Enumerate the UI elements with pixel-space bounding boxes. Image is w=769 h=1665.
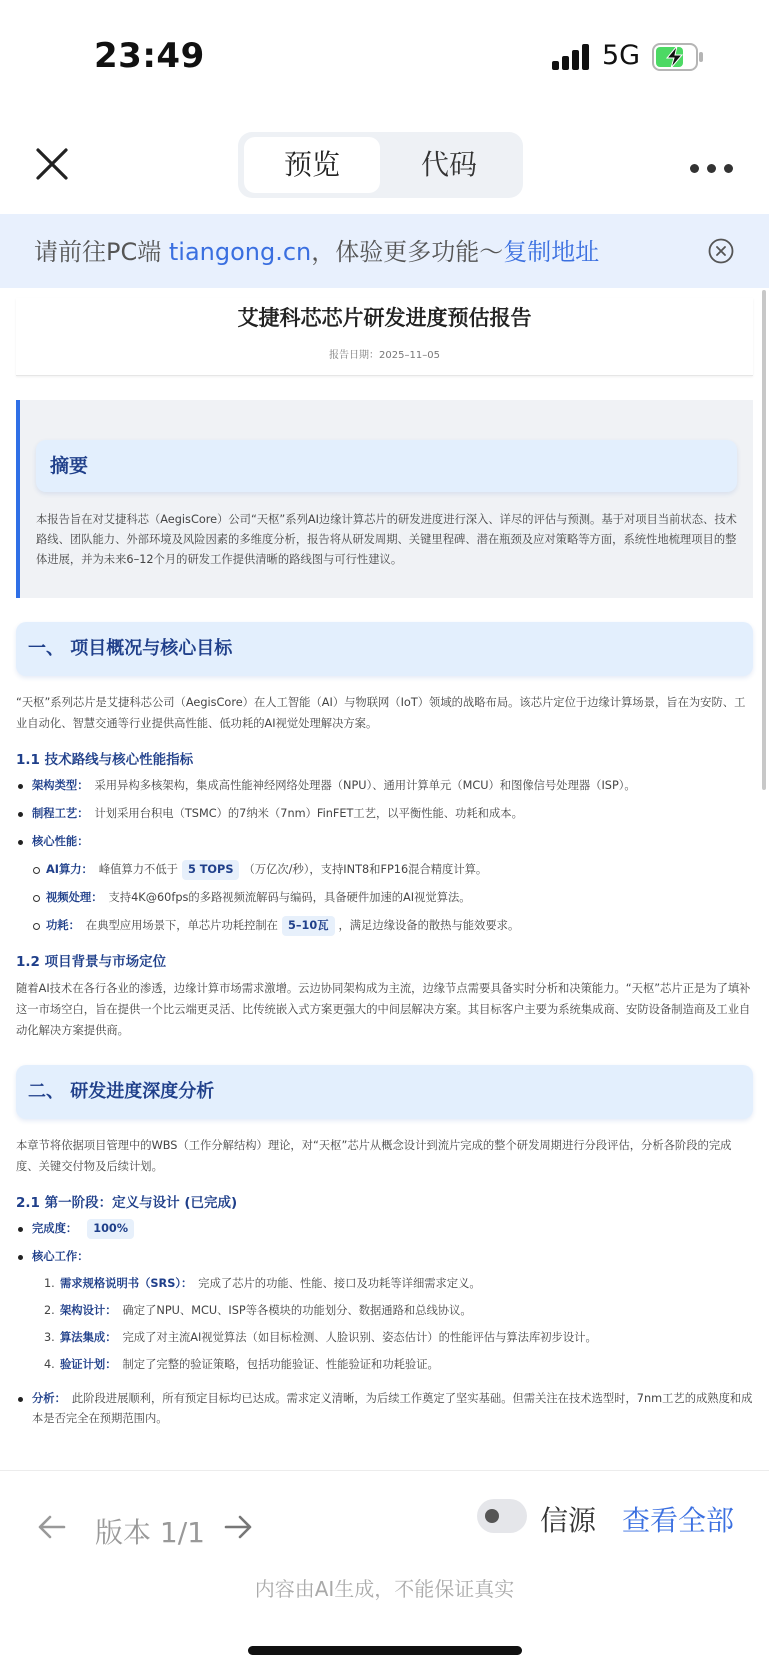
report-content[interactable] bbox=[0, 288, 769, 1470]
battery-charging-icon bbox=[652, 43, 704, 71]
list-item: 核心工作： 1. 需求规格说明书（SRS）： 完成了芯片的功能、性能、接口及功耗等详细需求定义。 2. 架构设计： 确定了NPU、MCU、ISP等各模块的功能划分、数据通路和总线协议。 3. 算法集成： 完成了对主流AI视觉算法（如目标检测、人脸识别、姿态估计）的性能评估与算法库初步设计。 4. 验证计划： 制定了完整的验证策略，包括功能验证、性能验证和功耗验证。 bbox=[16, 1247, 753, 1375]
banner-middle: ，体验更多功能～ bbox=[311, 238, 504, 266]
ai-disclaimer: 内容由AI生成，不能保证真实 bbox=[254, 1577, 515, 1601]
list-item: 分析： 此阶段进展顺利，所有预定目标均已达成。需求定义清晰，为后续工作奠定了坚实基础。但需关注在技术选型时，7nm工艺的成熟度和成本是否完全在预期范围内。 bbox=[16, 1389, 753, 1429]
close-circle-icon[interactable] bbox=[708, 238, 734, 264]
copy-link-button[interactable]: 复制地址 bbox=[503, 238, 600, 266]
list-item: 3. 算法集成： 完成了对主流AI视觉算法（如目标检测、人脸识别、姿态估计）的性能评估与算法库初步设计。 bbox=[44, 1331, 597, 1344]
subsection-1-2-heading: 1.2 项目背景与市场定位 bbox=[16, 954, 167, 970]
phase-list bbox=[16, 1219, 753, 1429]
list-item: AI算力： 峰值算力不低于 5 TOPS （万亿次/秒），支持INT8和FP16混合精度计算。 bbox=[32, 860, 753, 880]
status-bar bbox=[0, 0, 769, 112]
subsection-2-1-heading: 2.1 第一阶段：定义与设计 (已完成) bbox=[16, 1195, 238, 1211]
home-indicator[interactable] bbox=[248, 1646, 522, 1655]
list-item: 架构类型： 采用异构多核架构，集成高性能神经网络处理器（NPU）、通用计算单元（MCU）和图像信号处理器（ISP）。 bbox=[16, 776, 753, 796]
banner-domain: tiangong.cn bbox=[168, 238, 312, 266]
report-paper bbox=[16, 298, 753, 1429]
list-item: 4. 验证计划： 制定了完整的验证策略，包括功能验证、性能验证和功耗验证。 bbox=[44, 1358, 439, 1371]
list-item: 核心性能： AI算力： 峰值算力不低于 5 TOPS （万亿次/秒），支持INT8和FP16混合精度计算。 视频处理： 支持4K@60fps的多路视频流解码与编码，具备硬件加速的AI视觉算法。 功耗： 在典型应用场景下，单芯片功耗控制在 5–10瓦 ，满足边缘设备的散热与能效要求。 bbox=[16, 832, 753, 936]
section-2-heading: 二、 研发进度深度分析 bbox=[16, 1065, 753, 1119]
tab-preview[interactable]: 预览 bbox=[244, 137, 380, 193]
view-mode-tabs bbox=[238, 132, 523, 198]
abstract-block bbox=[16, 400, 753, 598]
version-indicator: 版本 1/1 bbox=[95, 1516, 205, 1549]
section-1-intro: “天枢”系列芯片是艾捷科芯公司（AegisCore）在人工智能（AI）与物联网（IoT）领域的战略布局。该芯片定位于边缘计算场景，旨在为安防、工业自动化、智慧交通等行业提供高性能、低功耗的AI视觉处理解决方案。 bbox=[16, 696, 746, 730]
banner-prefix: 请前往PC端 bbox=[34, 238, 169, 266]
list-item: 视频处理： 支持4K@60fps的多路视频流解码与编码，具备硬件加速的AI视觉算法。 bbox=[32, 888, 753, 908]
section-2-intro: 本章节将依据项目管理中的WBS（工作分解结构）理论，对“天枢”芯片从概念设计到流片完成的整个研发周期进行分段评估，分析各阶段的完成度、关键交付物及后续计划。 bbox=[16, 1139, 732, 1173]
abstract-heading: 摘要 bbox=[36, 440, 737, 492]
subsection-1-2-text: 随着AI技术在各行各业的渗透，边缘计算市场需求激增。云边协同架构成为主流，边缘节点需要具备实时分析和决策能力。“天枢”芯片正是为了填补这一市场空白，旨在提供一个比云端更灵活、比传统嵌入式方案更强大的中间层解决方案。其目标客户主要为系统集成商、安防设备制造商及工业自动化解决方案提供商。 bbox=[16, 982, 751, 1037]
source-label: 信源 bbox=[540, 1504, 597, 1537]
pc-banner bbox=[0, 214, 769, 288]
list-item: 功耗： 在典型应用场景下，单芯片功耗控制在 5–10瓦 ，满足边缘设备的散热与能效要求。 bbox=[32, 916, 753, 936]
bottom-bar bbox=[0, 1470, 769, 1665]
signal-icon bbox=[552, 44, 592, 70]
subsection-1-1-heading: 1.1 技术路线与核心性能指标 bbox=[16, 752, 194, 768]
report-date: 报告日期：2025–11–05 bbox=[329, 350, 440, 361]
list-item: 制程工艺： 计划采用台积电（TSMC）的7纳米（7nm）FinFET工艺，以平衡性能、功耗和成本。 bbox=[16, 804, 753, 824]
status-time: 23:49 bbox=[94, 36, 205, 76]
toggle-knob bbox=[485, 1509, 499, 1523]
arrow-left-icon[interactable] bbox=[36, 1513, 68, 1541]
toggle-switch[interactable] bbox=[477, 1499, 527, 1533]
section-1-heading: 一、 项目概况与核心目标 bbox=[16, 622, 753, 676]
view-all-button[interactable]: 查看全部 bbox=[622, 1504, 735, 1537]
completion-badge: 100% bbox=[87, 1219, 134, 1239]
report-title: 艾捷科芯芯片研发进度预估报告 bbox=[237, 306, 532, 330]
banner-text bbox=[34, 232, 599, 267]
arrow-right-icon[interactable] bbox=[222, 1513, 254, 1541]
list-item: 1. 需求规格说明书（SRS）： 完成了芯片的功能、性能、接口及功耗等详细需求定义。 bbox=[44, 1277, 481, 1290]
tab-code[interactable]: 代码 bbox=[420, 148, 477, 181]
highlight-badge: 5 TOPS bbox=[182, 860, 240, 880]
top-bar bbox=[0, 112, 769, 214]
report-header bbox=[16, 298, 753, 376]
spec-list bbox=[16, 776, 753, 936]
close-icon[interactable] bbox=[30, 142, 74, 186]
abstract-text: 本报告旨在对艾捷科芯（AegisCore）公司“天枢”系列AI边缘计算芯片的研发进度进行深入、详尽的评估与预测。基于对项目当前状态、技术路线、团队能力、外部环境及风险因素的多维度分析，报告将从研发周期、关键里程碑、潜在瓶颈及应对策略等方面，系统性地梳理项目的整体进展，并为未来6–12个月的研发工作提供清晰的路线图与可行性建议。 bbox=[36, 513, 737, 566]
network-label: 5G bbox=[602, 40, 641, 71]
perf-sublist bbox=[32, 860, 753, 936]
highlight-badge: 5–10瓦 bbox=[282, 916, 335, 936]
scrollbar[interactable] bbox=[762, 290, 766, 790]
list-item: 2. 架构设计： 确定了NPU、MCU、ISP等各模块的功能划分、数据通路和总线协议。 bbox=[44, 1304, 472, 1317]
more-icon[interactable] bbox=[690, 164, 734, 176]
core-work-list bbox=[32, 1274, 753, 1375]
list-item: 完成度： 100% bbox=[16, 1219, 753, 1239]
